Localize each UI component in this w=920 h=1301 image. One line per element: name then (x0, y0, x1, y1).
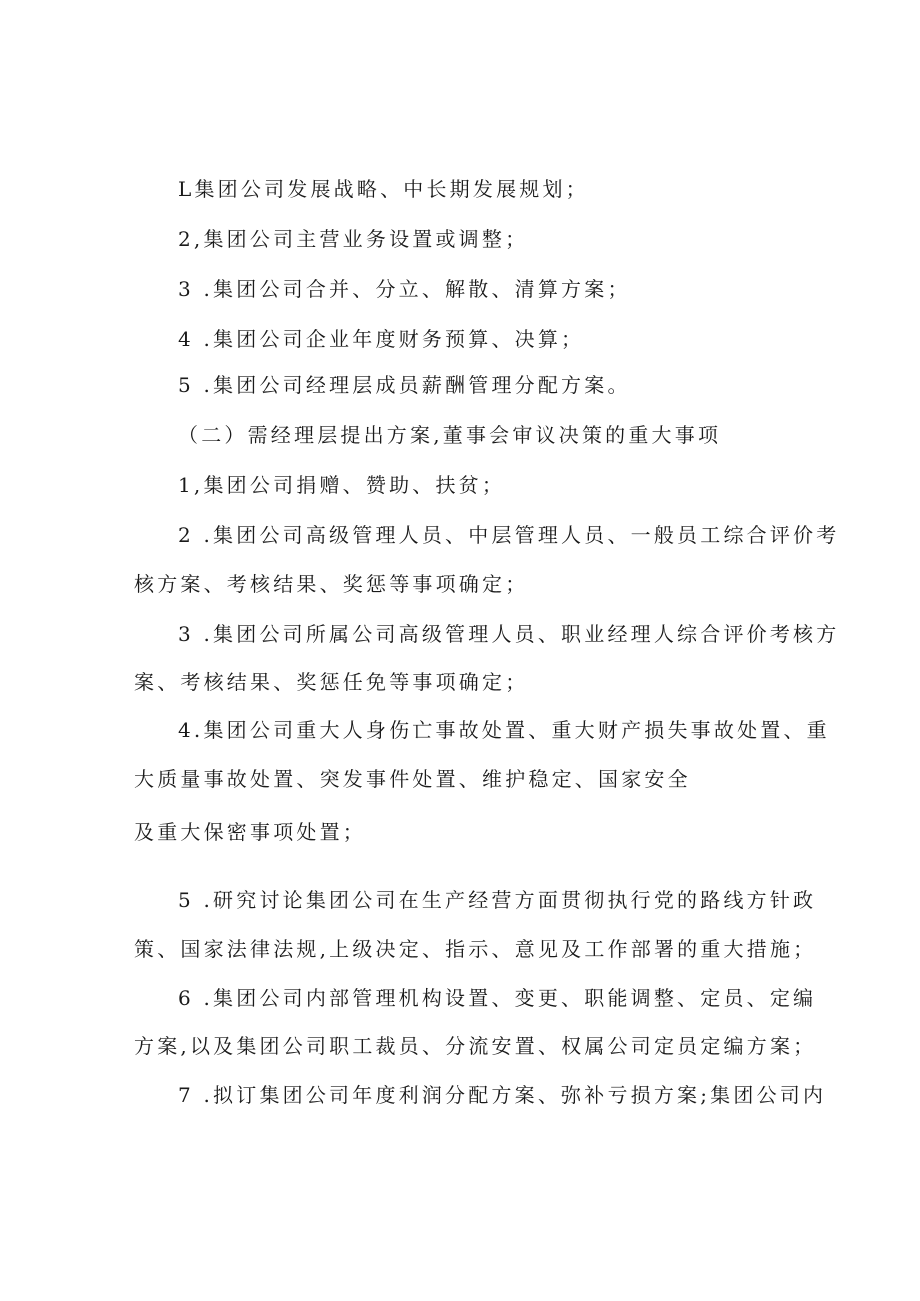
sub-item-4-line-2: 大质量事故处置、突发事件处置、维护稳定、国家安全 (134, 767, 691, 791)
sub-item-2-line-1: 2 .集团公司高级管理人员、中层管理人员、一般员工综合评价考 (178, 523, 840, 547)
item-3-merger: 3 .集团公司合并、分立、解散、清算方案； (178, 277, 631, 301)
sub-item-4-line-1: 4.集团公司重大人身伤亡事故处置、重大财产损失事故处置、重 (178, 718, 830, 742)
item-2-main-business: 2,集团公司主营业务设置或调整； (178, 227, 529, 251)
sub-item-3-line-2: 案、考核结果、奖惩任免等事项确定； (134, 670, 529, 694)
sub-item-4-line-3: 及重大保密事项处置； (134, 820, 366, 844)
item-4-budget: 4 .集团公司企业年度财务预算、决算； (178, 327, 585, 351)
sub-item-6-line-2: 方案,以及集团公司职工裁员、分流安置、权属公司定员定编方案； (134, 1034, 817, 1058)
sub-item-1-donation: 1,集团公司捐赠、赞助、扶贫； (178, 473, 506, 497)
sub-item-6-line-1: 6 .集团公司内部管理机构设置、变更、职能调整、定员、定编 (178, 986, 817, 1010)
sub-item-2-line-2: 核方案、考核结果、奖惩等事项确定； (134, 572, 529, 596)
sub-item-7-line-1: 7 .拟订集团公司年度利润分配方案、弥补亏损方案;集团公司内 (178, 1083, 827, 1107)
sub-item-3-line-1: 3 .集团公司所属公司高级管理人员、职业经理人综合评价考核方 (178, 622, 840, 646)
section-heading-2: （二）需经理层提出方案,董事会审议决策的重大事项 (178, 423, 722, 447)
sub-item-5-line-2: 策、国家法律法规,上级决定、指示、意见及工作部署的重大措施； (134, 937, 817, 961)
item-5-compensation: 5 .集团公司经理层成员薪酬管理分配方案。 (178, 373, 631, 397)
sub-item-5-line-1: 5 .研究讨论集团公司在生产经营方面贯彻执行党的路线方针政 (178, 888, 817, 912)
item-1-strategy: L集团公司发展战略、中长期发展规划； (178, 177, 589, 201)
